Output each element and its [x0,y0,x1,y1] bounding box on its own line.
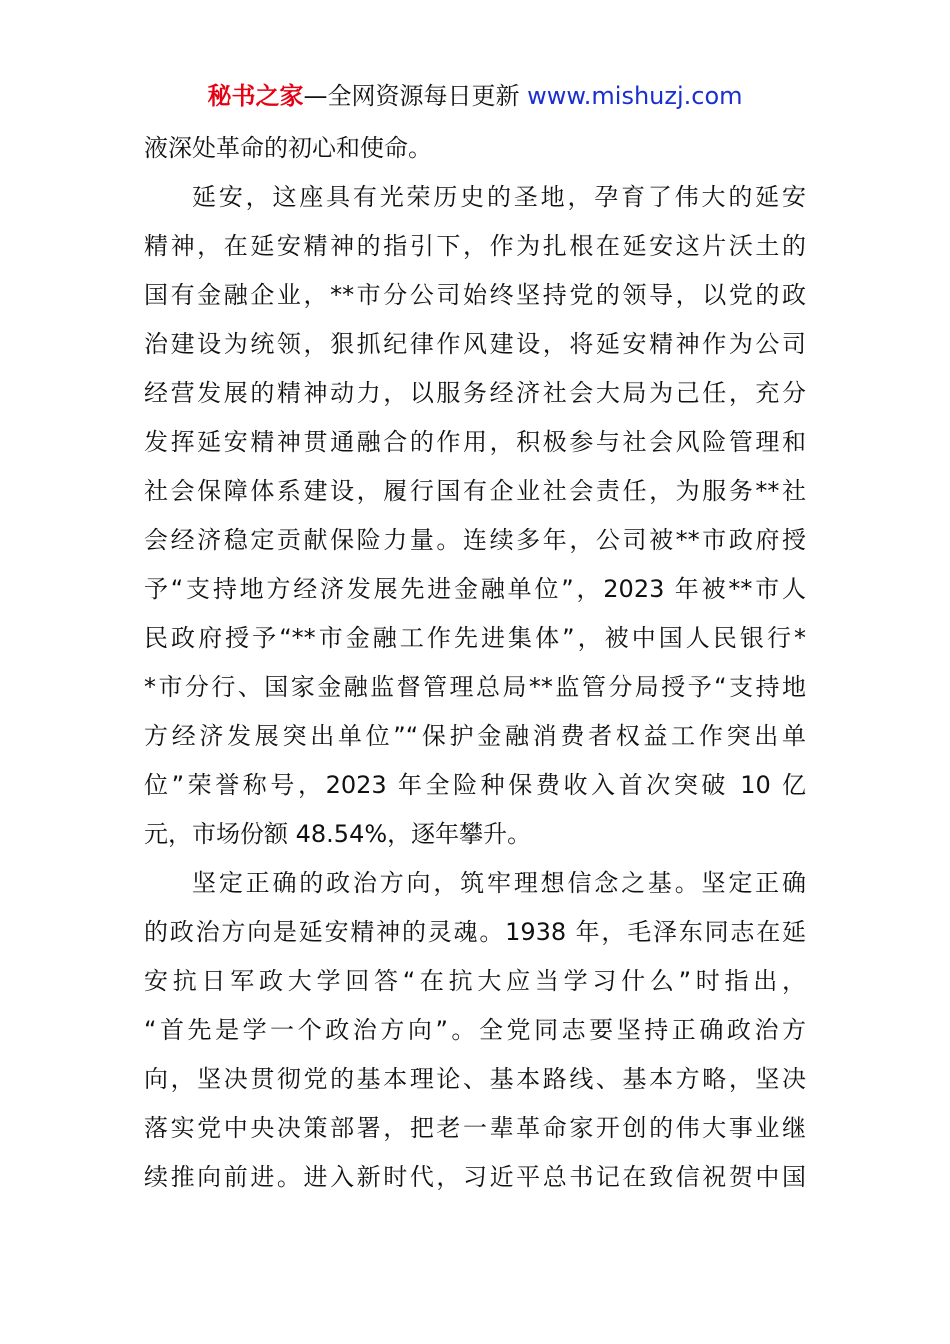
text-line: 治建设为统领，狠抓纪律作风建设，将延安精神作为公司 [144,330,806,358]
text-line: 民政府授予“**市金融工作先进集体”，被中国人民银行* [144,624,806,652]
paragraph-2 [144,173,806,859]
text-line: 精神，在延安精神的指引下，作为扎根在延安这片沃土的 [144,232,806,260]
text-line: 予“支持地方经济发展先进金融单位”，2023 年被**市人 [144,575,806,603]
text-line: 安抗日军政大学回答“在抗大应当学习什么”时指出， [144,967,806,995]
text-line: 方经济发展突出单位”“保护金融消费者权益工作突出单 [144,722,806,750]
site-header [0,80,950,112]
site-brand: 秘书之家 [207,82,304,110]
text-line: 发挥延安精神贯通融合的作用，积极参与社会风险管理和 [144,428,806,456]
text-line: 位”荣誉称号，2023 年全险种保费收入首次突破 10 亿 [144,771,806,799]
text-line: 续推向前进。进入新时代，习近平总书记在致信祝贺中国 [144,1163,806,1191]
text-line: 经营发展的精神动力，以服务经济社会大局为己任，充分 [144,379,806,407]
text-line: 的政治方向是延安精神的灵魂。1938 年，毛泽东同志在延 [144,918,806,946]
text-line: 元，市场份额 48.54%，逐年攀升。 [144,820,532,848]
site-url-link[interactable]: www.mishuzj.com [527,82,743,110]
text-line: 液深处革命的初心和使命。 [144,134,432,162]
text-line: 向，坚决贯彻党的基本理论、基本路线、基本方略，坚决 [144,1065,806,1093]
paragraph-3 [144,859,806,1202]
text-line: 会经济稳定贡献保险力量。连续多年，公司被**市政府授 [144,526,806,554]
text-line: “首先是学一个政治方向”。全党同志要坚持正确政治方 [144,1016,806,1044]
text-line: *市分行、国家金融监督管理总局**监管分局授予“支持地 [144,673,806,701]
text-line: 国有金融企业，**市分公司始终坚持党的领导，以党的政 [144,281,806,309]
text-line: 延安，这座具有光荣历史的圣地，孕育了伟大的延安 [192,183,806,211]
document-body [144,124,806,1202]
text-line: 落实党中央决策部署，把老一辈革命家开创的伟大事业继 [144,1114,806,1142]
text-line: 坚定正确的政治方向，筑牢理想信念之基。坚定正确 [192,869,806,897]
site-tagline: —全网资源每日更新 [303,82,520,110]
text-line: 社会保障体系建设，履行国有企业社会责任，为服务**社 [144,477,806,505]
paragraph-1 [144,124,806,173]
